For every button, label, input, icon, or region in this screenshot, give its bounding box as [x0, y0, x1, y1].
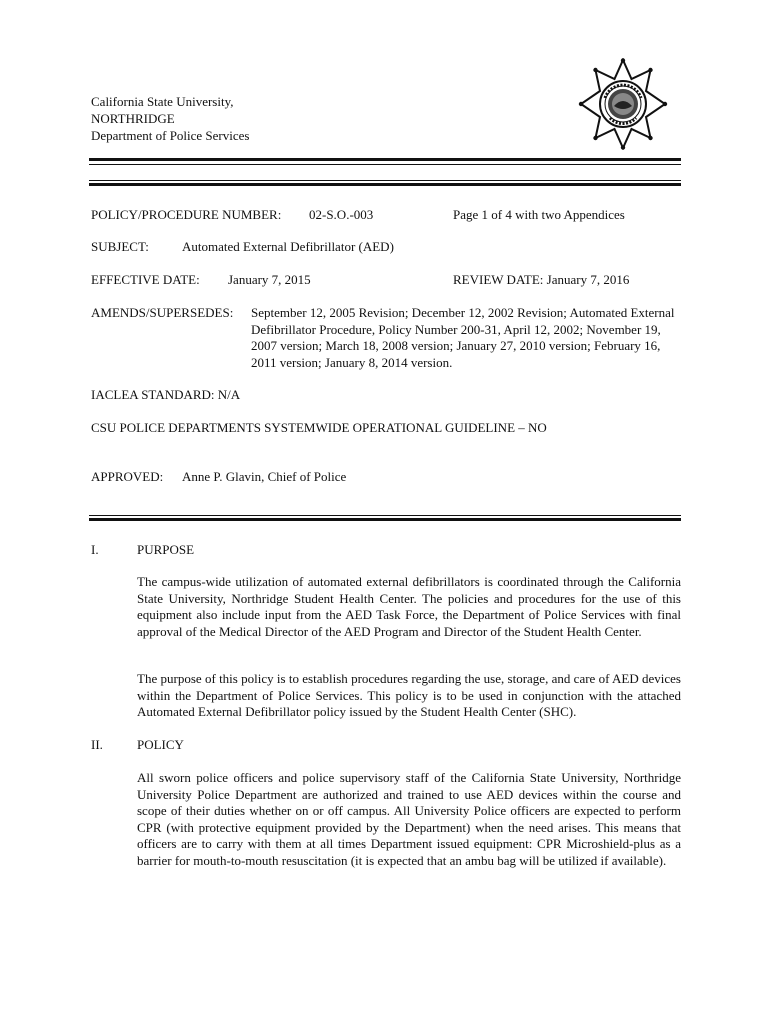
section-number: II. [91, 737, 103, 752]
policy-paragraph-1: All sworn police officers and police supervisory staff of the California State University, Northridge University Police Department are authorized and trained to use AED devices within the course and scope of their duties whether on or off campus. All University Police officers are expected to perform CPR (with protective equipment provided by the Department) when the need arises. This means that officers are to carry with them at all times Department issued equipment: CPR Microshield-plus as a barrier for mouth-to-mouth resuscitation (it is expected that an ambu bag will be utilized if available). [137, 770, 681, 868]
subject-value: Automated External Defibrillator (AED) [182, 239, 394, 254]
approved-row [91, 469, 681, 486]
org-line-campus: NORTHRIDGE [91, 111, 175, 126]
csu-guideline: CSU POLICE DEPARTMENTS SYSTEMWIDE OPERATIONAL GUIDELINE – NO [91, 420, 547, 435]
header-rule-top [89, 158, 681, 161]
effective-date-label: EFFECTIVE DATE: [91, 272, 200, 287]
header-rule-bottom-thin [89, 180, 681, 181]
approved-label: APPROVED: [91, 469, 164, 484]
header-rule-top-thin [89, 164, 681, 165]
section-title-policy: POLICY [137, 737, 184, 752]
org-line-university: California State University, [91, 94, 234, 109]
effective-date-row [91, 272, 681, 289]
body-rule-thin [89, 515, 681, 516]
section-number: I. [91, 542, 99, 557]
page-count: Page 1 of 4 with two Appendices [453, 207, 625, 222]
amends-row [91, 305, 681, 373]
policy-number-label: POLICY/PROCEDURE NUMBER: [91, 207, 282, 222]
header-rule-bottom [89, 183, 681, 186]
policy-number-value: 02-S.O.-003 [309, 207, 374, 222]
policy-number-row [91, 207, 681, 224]
subject-label: SUBJECT: [91, 239, 149, 254]
subject-row [91, 239, 681, 256]
body-rule-thick [89, 518, 681, 521]
purpose-paragraph-2: The purpose of this policy is to establish procedures regarding the use, storage, and care of AED devices within the Department of Police Services. This policy is to be used in conjunction with the attached Automated External Defibrillator policy issued by the Student Health Center (SHC). [137, 671, 681, 720]
purpose-paragraph-1: The campus-wide utilization of automated external defibrillators is coordinated through the California State University, Northridge Student Health Center. The policies and procedures for the use of this equipment also include input from the AED Task Force, the Department of Police Services with final approval of the Medical Director of the AED Program and Director of the Student Health Center. [137, 574, 681, 639]
review-date: REVIEW DATE: January 7, 2016 [453, 272, 630, 287]
effective-date-value: January 7, 2015 [228, 272, 311, 287]
section-title-purpose: PURPOSE [137, 542, 195, 557]
org-line-department: Department of Police Services [91, 128, 250, 143]
organization-header [91, 93, 249, 144]
approved-by: Anne P. Glavin, Chief of Police [182, 469, 347, 484]
police-star-badge-icon [577, 58, 669, 150]
amends-label: AMENDS/SUPERSEDES: [91, 305, 234, 320]
iaclea-standard: IACLEA STANDARD: N/A [91, 387, 241, 402]
amends-value: September 12, 2005 Revision; December 12, 2002 Revision; Automated External Defibrillator Procedure, Policy Number 200-31, April 12, 2002; November 19, 2007 version; March 18, 2008 version; January 27, 2010 version; February 16, 2011 version; January 8, 2014 version. [251, 305, 675, 370]
